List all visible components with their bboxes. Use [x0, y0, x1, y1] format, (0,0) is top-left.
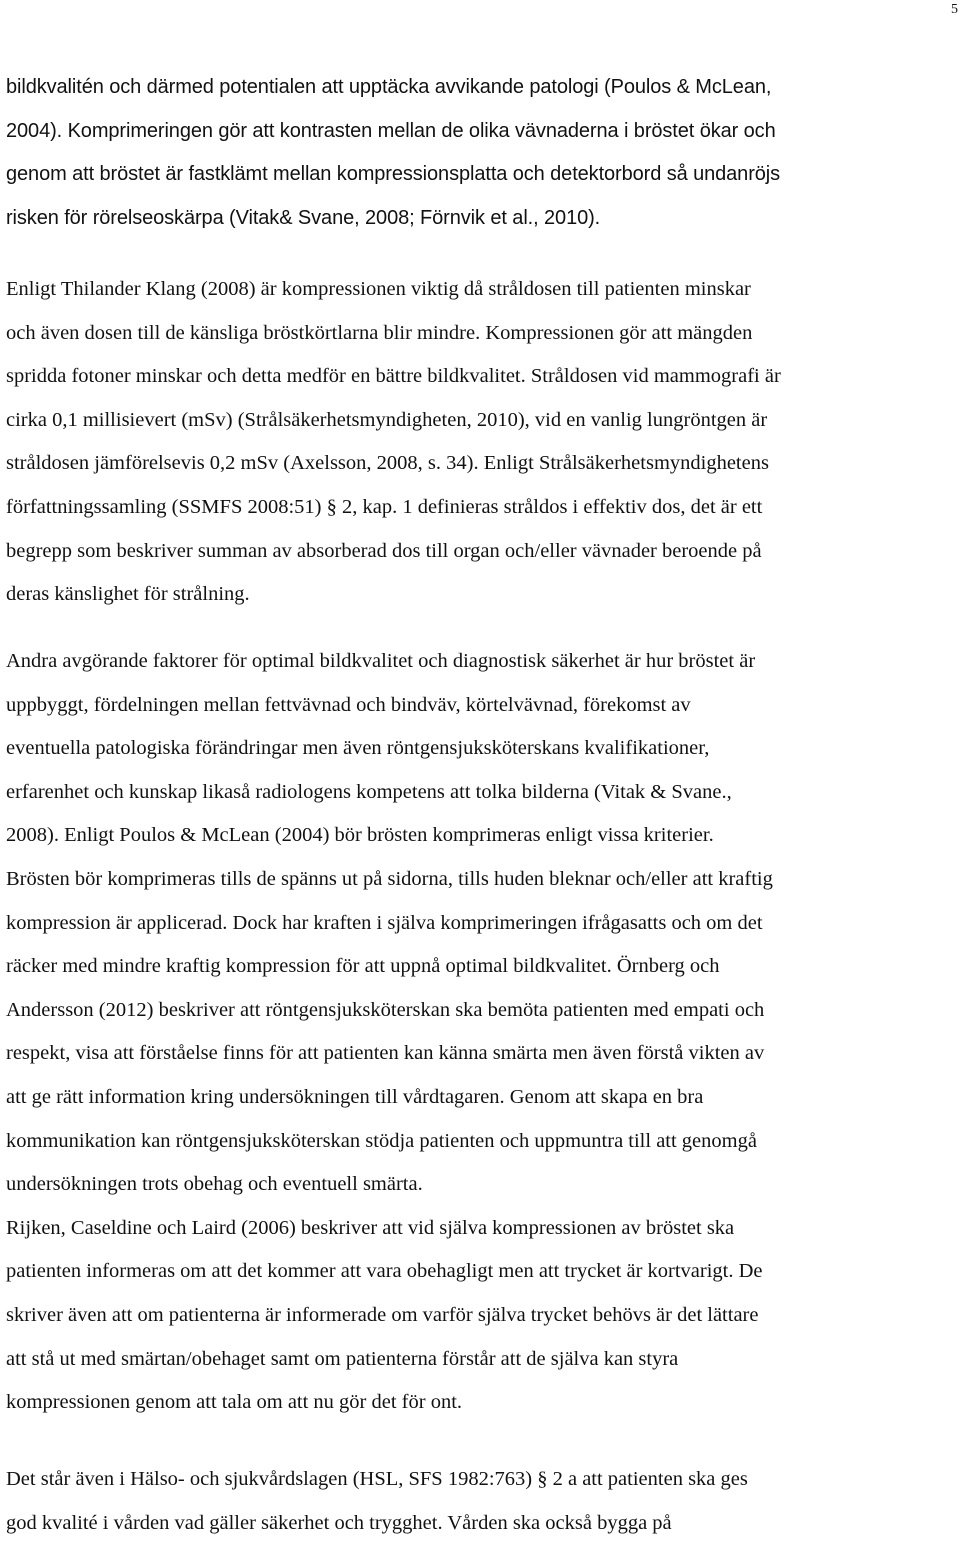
paragraph-image-quality: bildkvalitén och därmed potentialen att upptäcka avvikande patologi (Poulos & McLean, 2004). Komprimeringen gör att kontrasten mellan de olika vävnaderna i bröstet ökar och genom att bröstet är fastklämt mellan kompressionsplatta och detektorbord så undanröjs risken för rörelseoskärpa (Vitak& Svane, 2008; Förnvik et al., 2010). — [6, 76, 781, 229]
paragraph-hsl: Det står även i Hälso- och sjukvårdslagen (HSL, SFS 1982:763) § 2 a att patienten ska ges god kvalité i vården vad gäller säkerhet och trygghet. Vården ska också bygga på — [6, 1468, 748, 1534]
page-number: 5 — [951, 2, 958, 17]
paragraph-compression-factors: Andra avgörande faktorer för optimal bildkvalitet och diagnostisk säkerhet är hur bröstet är uppbyggt, fördelningen mellan fettvävnad och bindväv, körtelvävnad, förekomst av eventuella patologiska förändringar men även röntgensjuksköterskans kvalifikationer, erfarenhet och kunskap likaså radiologens kompetens att tolka bilderna (Vitak & Svane., 2008). Enligt Poulos & McLean (2004) bör brösten komprimeras enligt vissa kriterier. Brösten bör komprimeras tills de spänns ut på sidorna, tills huden bleknar och/eller att kraftig kompression är applicerad. Dock har kraften i själva komprimeringen ifrågasatts och om det räcker med mindre kraftig kompression för att uppnå optimal bildkvalitet. Örnberg och Andersson (2012) beskriver att röntgensjuksköterskan ska bemöta patienten med empati och respekt, visa att förståelse finns för att patienten kan känna smärta men även förstå vikten av att ge rätt information kring undersökningen till vårdtagaren. Genom att skapa en bra kommunikation kan röntgensjuksköterskan stödja patienten och uppmuntra till att genomgå undersökningen trots obehag och eventuell smärta. Rijken, Caseldine och Laird (2006) beskriver att vid själva kompressionen av bröstet ska patienten informeras om att det kommer att vara obehagligt men att trycket är kortvarigt. De skriver även att om patienterna är informerade om varför själva trycket behövs är det lättare att stå ut med smärtan/obehaget samt om patienterna förstår att de själva kan styra kompressionen genom att tala om att nu gör det för ont. — [6, 650, 773, 1414]
paragraph-radiation-dose: Enligt Thilander Klang (2008) är kompressionen viktig då stråldosen till patienten minskar och även dosen till de känsliga bröstkörtlarna blir mindre. Kompressionen gör att mängden spridda fotoner minskar och detta medför en bättre bildkvalitet. Stråldosen vid mammografi är cirka 0,1 millisievert (mSv) (Strålsäkerhetsmyndigheten, 2010), vid en vanlig lungröntgen är stråldosen jämförelsevis 0,2 mSv (Axelsson, 2008, s. 34). Enligt Strålsäkerhetsmyndighetens författningssamling (SSMFS 2008:51) § 2, kap. 1 definieras stråldos i effektiv dos, det är ett begrepp som beskriver summan av absorberad dos till organ och/eller vävnader beroende på deras känslighet för strålning. — [6, 278, 781, 606]
